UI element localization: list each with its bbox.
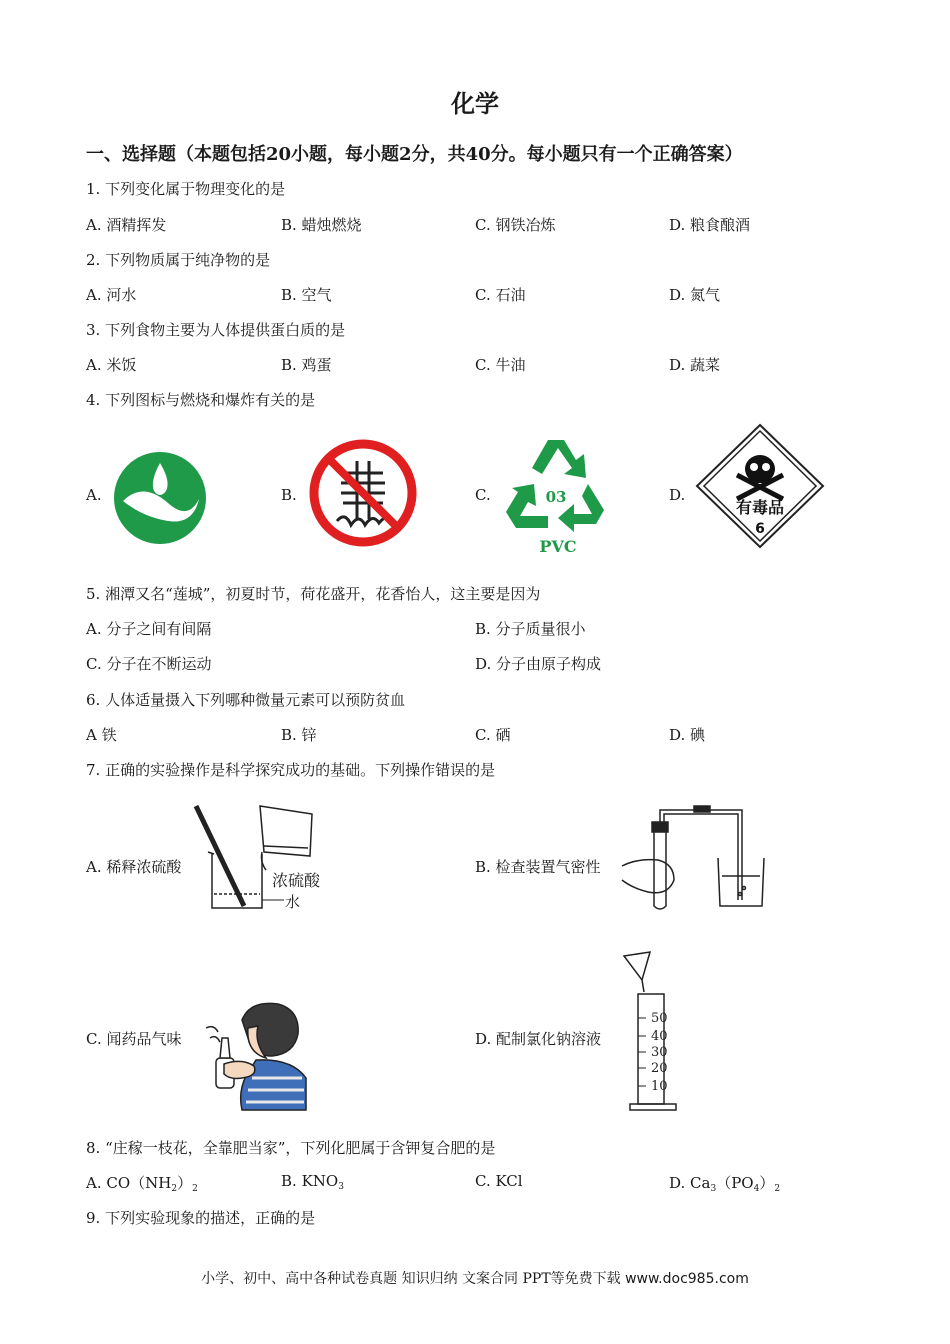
q4-option-c: C. bbox=[475, 486, 491, 504]
formula-part: ） bbox=[759, 1174, 775, 1192]
recycle-number: 03 bbox=[545, 488, 567, 506]
toxic-icon bbox=[695, 423, 825, 549]
tick-label: 50 bbox=[651, 1011, 668, 1026]
q2-option-c: C. 石油 bbox=[475, 286, 526, 304]
q2-option-a: A. 河水 bbox=[86, 286, 137, 304]
water-saving-icon bbox=[113, 451, 207, 545]
water-label: 水 bbox=[285, 893, 301, 911]
q1-option-a: A. 酒精挥发 bbox=[86, 216, 167, 234]
q8-option-c bbox=[475, 1172, 523, 1190]
cylinder-ticks bbox=[651, 1011, 668, 1094]
formula-d bbox=[690, 1174, 780, 1192]
q8-option-d bbox=[669, 1172, 780, 1194]
section-heading: 一、选择题（本题包括20小题，每小题2分，共40分。每小题只有一个正确答案） bbox=[86, 144, 743, 165]
formula-sub: 2 bbox=[192, 1184, 198, 1194]
q7-option-a: A. 稀释浓硫酸 bbox=[86, 858, 182, 876]
option-letter: D. bbox=[669, 1174, 686, 1192]
formula-part: （PO bbox=[716, 1174, 754, 1192]
q3-option-b: B. 鸡蛋 bbox=[281, 356, 332, 374]
no-fireworks-icon bbox=[307, 437, 419, 549]
q8-option-b bbox=[281, 1172, 344, 1192]
question-1-stem: 1. 下列变化属于物理变化的是 bbox=[86, 180, 286, 198]
q7-option-c: C. 闻药品气味 bbox=[86, 1030, 182, 1048]
formula-c: KCl bbox=[495, 1172, 523, 1190]
formula-sub: 2 bbox=[171, 1184, 178, 1194]
q8-option-a bbox=[86, 1172, 198, 1194]
formula-part: Ca bbox=[690, 1174, 711, 1192]
option-letter: B. bbox=[281, 1172, 297, 1190]
q7-option-b: B. 检查装置气密性 bbox=[475, 858, 601, 876]
q5-option-d: D. 分子由原子构成 bbox=[475, 655, 602, 673]
q6-option-d: D. 碘 bbox=[669, 726, 706, 744]
formula-part: KNO bbox=[301, 1172, 339, 1190]
q2-option-d: D. 氮气 bbox=[669, 286, 721, 304]
q3-option-d: D. 蔬菜 bbox=[669, 356, 721, 374]
question-6-stem: 6. 人体适量摄入下列哪种微量元素可以预防贫血 bbox=[86, 691, 406, 709]
q6-option-b: B. 锌 bbox=[281, 726, 317, 744]
q2-option-b: B. 空气 bbox=[281, 286, 332, 304]
formula-sub: 3 bbox=[338, 1182, 344, 1192]
airtightness-figure bbox=[618, 806, 768, 914]
option-letter: A. bbox=[86, 1174, 102, 1192]
footer-url[interactable]: www.doc985.com bbox=[625, 1271, 749, 1287]
formula-sub: 2 bbox=[774, 1184, 781, 1194]
q1-option-d: D. 粮食酿酒 bbox=[669, 216, 751, 234]
tick-label: 30 bbox=[651, 1045, 668, 1060]
tick-label: 40 bbox=[651, 1029, 668, 1044]
tick-label: 10 bbox=[651, 1079, 668, 1094]
q5-option-c: C. 分子在不断运动 bbox=[86, 655, 212, 673]
formula-part: ） bbox=[177, 1174, 193, 1192]
q5-option-a: A. 分子之间有间隔 bbox=[86, 620, 212, 638]
footer-text: 小学、初中、高中各种试卷真题 知识归纳 文案合同 PPT等免费下载 bbox=[201, 1271, 621, 1287]
q5-option-b: B. 分子质量很小 bbox=[475, 620, 586, 638]
formula-a bbox=[106, 1174, 197, 1192]
footer bbox=[0, 1268, 950, 1288]
question-4-stem: 4. 下列图标与燃烧和爆炸有关的是 bbox=[86, 391, 316, 409]
q1-option-c: C. 钢铁冶炼 bbox=[475, 216, 556, 234]
toxic-class: 6 bbox=[755, 521, 765, 537]
question-9-stem: 9. 下列实验现象的描述，正确的是 bbox=[86, 1209, 316, 1227]
formula-sub: 4 bbox=[753, 1184, 760, 1194]
q1-option-b: B. 蜡烛燃烧 bbox=[281, 216, 362, 234]
formula-sub: 3 bbox=[710, 1184, 717, 1194]
q3-option-a: A. 米饭 bbox=[86, 356, 137, 374]
question-5-stem: 5. 湘潭又名“莲城”，初夏时节，荷花盛开，花香怡人，这主要是因为 bbox=[86, 585, 541, 603]
question-2-stem: 2. 下列物质属于纯净物的是 bbox=[86, 251, 271, 269]
formula-part: CO（NH bbox=[106, 1174, 172, 1192]
option-letter: C. bbox=[475, 1172, 491, 1190]
q4-option-b: B. bbox=[281, 486, 297, 504]
q7-option-d: D. 配制氯化钠溶液 bbox=[475, 1030, 602, 1048]
diluting-acid-figure bbox=[192, 802, 332, 914]
q6-option-a: A 铁 bbox=[86, 726, 117, 744]
formula-b bbox=[302, 1172, 344, 1190]
question-7-stem: 7. 正确的实验操作是科学探究成功的基础。下列操作错误的是 bbox=[86, 761, 496, 779]
tick-label: 20 bbox=[651, 1061, 668, 1076]
recycle-pvc-icon bbox=[502, 434, 610, 558]
q4-option-d: D. bbox=[669, 486, 686, 504]
page-title: 化学 bbox=[451, 89, 499, 118]
question-8-stem: 8. “庄稼一枝花，全靠肥当家”，下列化肥属于含钾复合肥的是 bbox=[86, 1139, 496, 1157]
q6-option-c: C. 硒 bbox=[475, 726, 511, 744]
smelling-figure bbox=[202, 998, 312, 1114]
q3-option-c: C. 牛油 bbox=[475, 356, 526, 374]
question-3-stem: 3. 下列食物主要为人体提供蛋白质的是 bbox=[86, 321, 346, 339]
recycle-label: PVC bbox=[539, 537, 577, 556]
toxic-label: 有毒品 bbox=[735, 498, 785, 517]
acid-label: 浓硫酸 bbox=[272, 871, 321, 890]
q4-option-a: A. bbox=[86, 486, 102, 504]
cylinder-figure bbox=[620, 952, 680, 1114]
